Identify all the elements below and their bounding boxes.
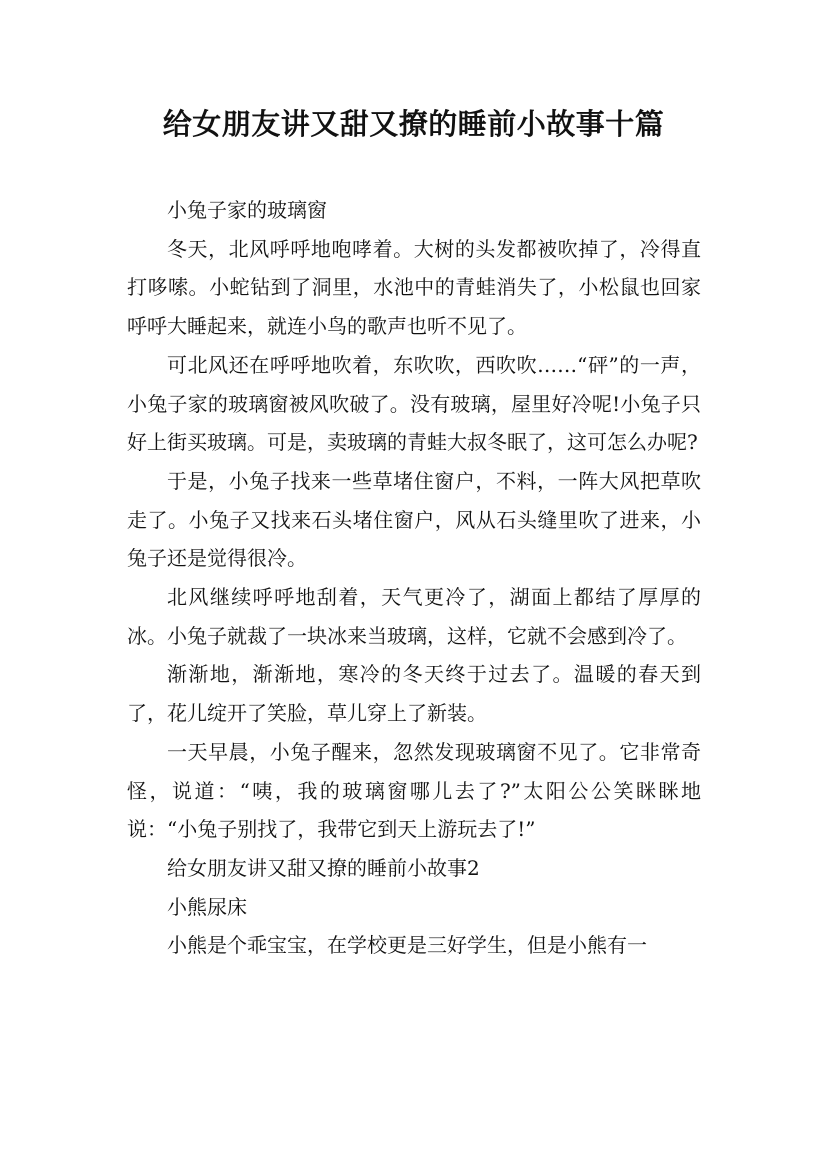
document-body xyxy=(127,191,701,965)
story-title: 小兔子家的玻璃窗 xyxy=(167,198,327,222)
document-title: 给女朋友讲又甜又撩的睡前小故事十篇 xyxy=(162,107,665,141)
paragraph: 北风继续呼呼地刮着，天气更冷了，湖面上都结了厚厚的冰。小兔子就裁了一块冰来当玻璃，这样，它就不会感到冷了。 xyxy=(127,585,701,648)
section-heading: 给女朋友讲又甜又撩的睡前小故事2 xyxy=(167,855,480,880)
paragraph: 渐渐地，渐渐地，寒冷的冬天终于过去了。温暖的春天到了，花儿绽开了笑脸，草儿穿上了新装。 xyxy=(127,662,701,726)
paragraph: 小熊是个乖宝宝，在学校更是三好学生，但是小熊有一 xyxy=(167,933,647,958)
paragraph: 冬天，北风呼呼地咆哮着。大树的头发都被吹掉了，冷得直打哆嗦。小蛇钻到了洞里，水池中的青蛙消失了，小松鼠也回家呼呼大睡起来，就连小鸟的歌声也听不见了。 xyxy=(127,236,701,339)
paragraph: 于是，小兔子找来一些草堵住窗户，不料，一阵大风把草吹走了。小兔子又找来石头堵住窗户，风从石头缝里吹了进来，小兔子还是觉得很冷。 xyxy=(127,468,701,571)
story-title: 小熊尿床 xyxy=(167,894,247,919)
paragraph: 一天早晨，小兔子醒来，忽然发现玻璃窗不见了。它非常奇怪，说道：“咦，我的玻璃窗哪儿去了?”太阳公公笑眯眯地说：“小兔子别找了，我带它到天上游玩去了!” xyxy=(127,739,701,842)
paragraph: 可北风还在呼呼地吹着，东吹吹，西吹吹……“砰”的一声，小兔子家的玻璃窗被风吹破了。没有玻璃，屋里好冷呢!小兔子只好上街买玻璃。可是，卖玻璃的青蛙大叔冬眠了，这可怎么办呢? xyxy=(127,352,701,455)
